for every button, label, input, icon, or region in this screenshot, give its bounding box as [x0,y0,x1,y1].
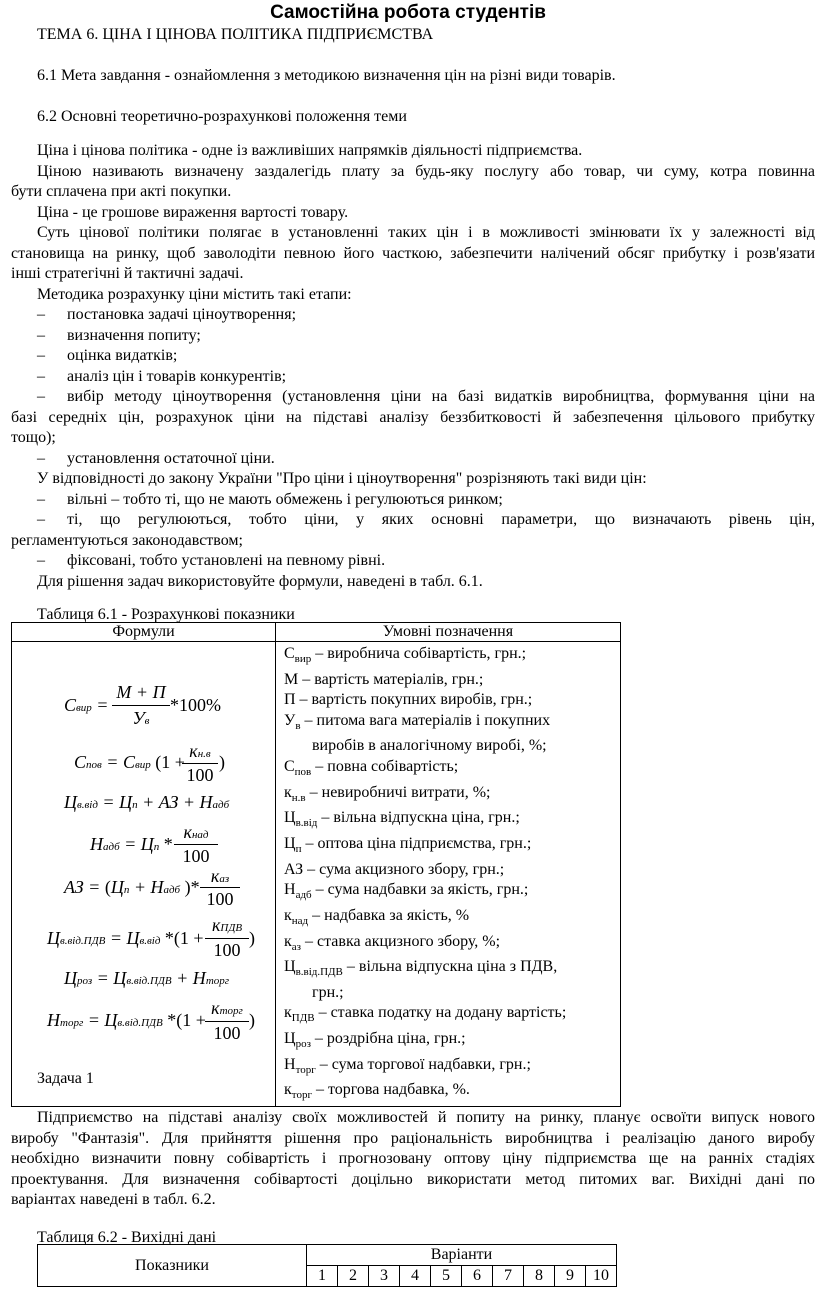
task-title: Задача 1 [37,1070,94,1087]
list-item: – оцінка видатків; [37,347,178,364]
legend-item: АЗ – сума акцизного збору, грн.; [284,860,505,878]
legend-item: $Ц_п$ – оптова ціна підприємства, грн.; [284,834,532,856]
table-header: Умовні позначення [276,623,621,642]
variant-number: 7 [493,1266,524,1287]
list-item: – ті, що регулюються, тобто ціни, у яких основні параметри, що визначають рівень цін, [37,511,815,528]
paragraph: Ціна і цінова політика - одне із важливіших напрямків діяльності підприємства. [37,142,583,159]
list-item: тощо); [11,429,56,446]
legend-item: $к_{торг}$ – торгова надбавка, %. [284,1081,470,1102]
paragraph: У відповідності до закону України "Про ціни і ціноутворення" розрізняють такі види цін: [37,470,647,487]
task-text: варіантах наведені в табл. 6.2. [11,1191,216,1208]
paragraph: становища на ринку, щоб заволодіти певною його часткою, забезпечити налічений обсяг прибутку і розв'язати [11,245,815,262]
source-data-table [37,1244,617,1287]
topic-heading: ТЕМА 6. ЦІНА І ЦІНОВА ПОЛІТИКА ПІДПРИЄМСТВА [37,26,434,43]
list-item: – вільні – тобто ті, що не мають обмежень і регулюються ринком; [37,491,503,508]
table-caption: Таблиця 6.2 - Вихідні дані [37,1229,217,1246]
variant-number: 6 [462,1266,493,1287]
variant-number: 8 [524,1266,555,1287]
legend-item: $Ц_{в.від.ПДВ}$ – вільна відпускна ціна з ПДВ, [284,958,558,979]
table-header: Варіанти [307,1245,617,1266]
paragraph: бути сплачена при акті покупки. [11,183,232,200]
task-text: необхідно визначити повну собівартість і прогнозовану оптову ціну підприємства ще на ранніх стадіях [11,1150,815,1167]
legend-item: $С_{вир}$ – виробнича собівартість, грн.; [284,645,527,666]
legend-cell [276,642,621,1107]
legend-item: $к_{н.в}$ – невиробничі витрати, %; [284,783,491,804]
legend-item: $Ц_{роз}$ – роздрібна ціна, грн.; [284,1030,466,1051]
legend-item: $Н_{адб}$ – сума надбавки за якість, грн.; [284,881,529,902]
legend-item: виробів в аналогічному виробі, %; [284,737,547,755]
legend-item: $Н_{торг}$ – сума торгової надбавки, грн.; [284,1055,531,1076]
table-caption: Таблиця 6.1 - Розрахункові показники [37,606,295,623]
table-header: Показники [38,1245,307,1287]
legend-item: $С_{пов}$ – повна собівартість; [284,757,459,779]
list-item: – постановка задачі ціноутворення; [37,306,297,323]
task-text: виробу "Фантазія". Для прийняття рішення про раціональність виробництва і реалізацію даного виробу [11,1130,815,1147]
legend-item: $к_{ПДВ}$ – ставка податку на додану вартість; [284,1004,567,1025]
variant-number: 4 [400,1266,431,1287]
paragraph: Методика розрахунку ціни містить такі етапи: [37,286,352,303]
legend-item: $к_{аз}$ – ставка акцизного збору, %; [284,932,501,953]
formulas-table [11,622,621,1107]
legend-item: М – вартість матеріалів, грн.; [284,670,484,688]
variant-number: 5 [431,1266,462,1287]
formulas-cell [12,642,276,1107]
list-item: – визначення попиту; [37,327,201,344]
list-item: регламентуються законодавством; [11,532,243,549]
list-item: – вибір методу ціноутворення (установлення ціни на базі видатків виробництва, формування ціни на [37,388,815,405]
formulas: Свир = М + П Ув *100% Спов = Свир (1 + кн.в 100 ) Цв.від = Цп + АЗ + Надб Надб = Цп * кнад 100 АЗ = (Цп + Надб )* каз 100 Цв.від.ПДВ = Цв.від *(1 + кПДВ 100 ) Цроз = Цв.від.ПДВ + Нторг Нторг = Цв.від.ПДВ *(1 + кторг 100 ) [47,682,255,1043]
task-text: проектування. Для визначення собівартості доцільно використати метод питомих ваг. Вихідні дані по [11,1171,815,1188]
list-item: – аналіз цін і товарів конкурентів; [37,368,287,385]
legend-item: грн.; [284,983,344,1001]
list-item: – фіксовані, тобто установлені на певному рівні. [37,552,386,569]
variant-number: 9 [555,1266,586,1287]
paragraph: Суть цінової політики полягає в установленні таких цін і в можливості змінювати їх у залежності від [37,224,815,241]
paragraph: інші стратегічні й тактичні задачі. [11,265,244,282]
legend-item: $Ц_{в.від}$ – вільна відпускна ціна, грн.; [284,809,520,830]
table-header: Формули [12,623,276,642]
list-item: базі середніх цін, розрахунок ціни на підставі аналізу беззбитковості й забезпечення цільового прибутку [11,409,815,426]
legend-item: $У_в$ – питома вага матеріалів і покупних [284,711,551,732]
legend-item: $к_{над}$ – надбавка за якість, % [284,906,470,927]
variant-number: 1 [307,1266,338,1287]
section-6-1: 6.1 Мета завдання - ознайомлення з методикою визначення цін на різні види товарів. [37,67,616,84]
list-item: – установлення остаточної ціни. [37,450,275,467]
paragraph: Ціна - це грошове вираження вартості товару. [37,204,349,221]
page-title: Самостійна робота студентів [270,2,546,23]
section-6-2: 6.2 Основні теоретично-розрахункові положення теми [37,108,407,125]
legend-list [276,642,620,1106]
task-text: Підприємство на підставі аналізу своїх можливостей й попиту на ринку, планує освоїти випуск нового [37,1109,815,1126]
variant-number: 10 [586,1266,617,1287]
paragraph: Для рішення задач використовуйте формули, наведені в табл. 6.1. [37,573,483,590]
variant-number: 2 [338,1266,369,1287]
variant-number: 3 [369,1266,400,1287]
legend-item: П – вартість покупних виробів, грн.; [284,691,533,709]
paragraph: Ціною називають визначену заздалегідь плату за будь-яку послугу або товар, чи суму, котра повинна [37,163,815,180]
